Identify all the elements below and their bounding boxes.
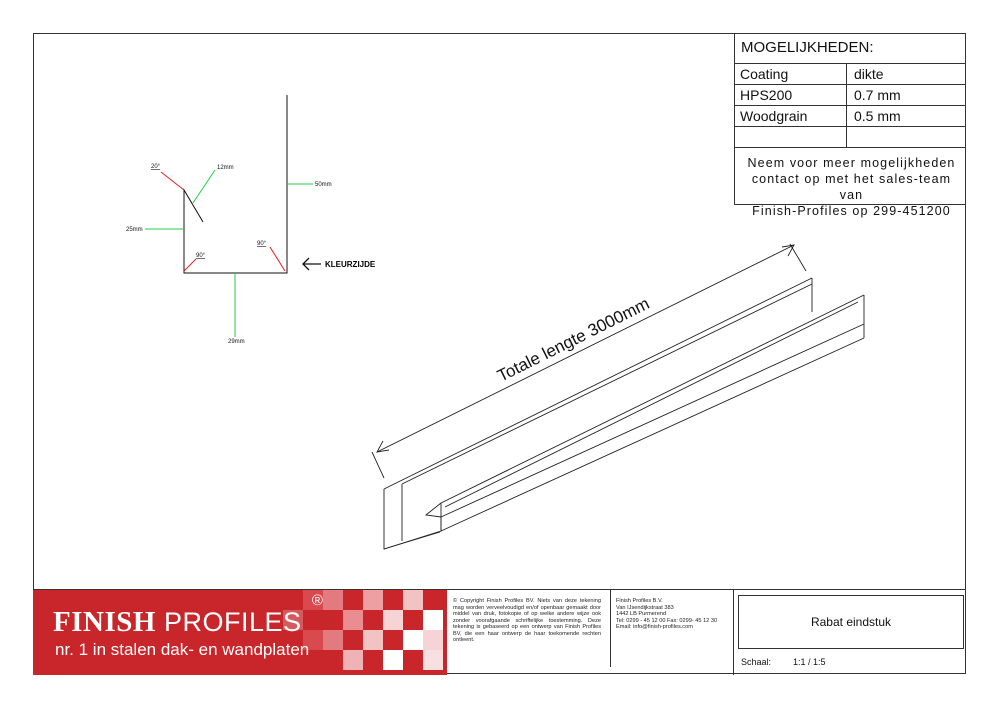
options-cell: dikte — [854, 66, 884, 82]
address-line: Van IJsendijkstraat 383 — [616, 604, 674, 611]
checker-square — [383, 610, 403, 630]
dim-leader-12 — [193, 170, 215, 203]
iso-front-wall-top — [441, 324, 864, 517]
brand-name-bold: FINISH — [53, 606, 156, 638]
drawing-title: Rabat eindstuk — [738, 595, 964, 649]
checker-square — [363, 590, 383, 610]
angle-leader-top — [161, 172, 184, 190]
arrow-left-icon — [303, 258, 321, 270]
profile-outline — [184, 95, 287, 273]
checker-square — [403, 630, 423, 650]
dim-label-25: 25mm — [126, 227, 143, 233]
options-cell: HPS200 — [735, 85, 847, 105]
drawing-scale — [741, 657, 826, 667]
checker-square — [343, 610, 363, 630]
iso-bottom-front — [384, 532, 440, 549]
options-note-line: Neem voor meer mogelijkheden — [747, 156, 956, 170]
checker-square — [423, 610, 443, 630]
options-cell: 0.7 mm — [854, 87, 901, 103]
dimension-leaders — [145, 170, 313, 337]
scale-value: 1:1 / 1:5 — [793, 657, 826, 667]
drawing-title-box — [733, 590, 967, 675]
checker-square — [403, 590, 423, 610]
options-cell: Woodgrain — [735, 106, 847, 126]
iso-lip-end — [426, 503, 441, 517]
angle-label-bl: 90° — [196, 253, 206, 259]
angle-label-br: 90° — [257, 241, 267, 247]
address-line: 1442 LB Purmerend — [616, 611, 667, 617]
color-side-label: KLEURZIJDE — [325, 260, 376, 269]
dim-label-50: 50mm — [315, 182, 332, 188]
registered-mark: ® — [311, 592, 324, 609]
options-cell: 0.5 mm — [854, 108, 901, 124]
iso-lip-inner — [445, 302, 858, 507]
iso-back-top-edge — [384, 278, 812, 489]
checker-square — [423, 630, 443, 650]
checker-square — [383, 650, 403, 670]
profile-cross-section — [184, 95, 287, 273]
title-block — [33, 589, 966, 675]
options-note-line: contact op met het sales-team van — [751, 172, 952, 202]
iso-lip-top — [441, 295, 864, 503]
address-line: Finish Profiles B.V. — [616, 598, 663, 604]
length-label: Totale lengte 3000mm — [494, 293, 653, 386]
options-title: MOGELIJKHEDEN: — [735, 33, 966, 64]
options-cell: Coating — [735, 64, 847, 84]
length-ext-left — [372, 452, 384, 478]
options-note-line: Finish-Profiles op 299-451200 — [752, 204, 951, 218]
brand-tagline: nr. 1 in stalen dak- en wandplaten — [55, 640, 310, 659]
checker-square — [323, 630, 343, 650]
brand-logo-band — [33, 590, 447, 675]
angle-leader-bl — [184, 259, 196, 271]
scale-label: Schaal: — [741, 657, 772, 667]
angle-leader-br — [270, 247, 285, 271]
length-dimension — [372, 244, 806, 478]
dim-label-12: 12mm — [217, 165, 234, 171]
profile-labels — [126, 164, 332, 345]
checker-square — [363, 630, 383, 650]
brand-name-light: PROFILES — [163, 607, 302, 637]
checker-square — [423, 650, 443, 670]
company-address — [610, 590, 740, 667]
checker-square — [323, 590, 343, 610]
angle-markers — [161, 172, 285, 271]
address-line: Email: info@finish-profiles.com — [616, 624, 693, 630]
length-dim-line — [377, 245, 794, 452]
address-line: Tel: 0299 - 45 12 00 Fax: 0299- 45 12 30 — [616, 617, 718, 624]
copyright-notice: © Copyright Finish Profiles BV. Niets van deze tekening mag worden verveelvoudigd en/of openbaar gemaakt door middel van druk, fotokopie of op welke andere wijze ook zonder voorafgaande schriftelijke toestemming. Deze tekening is gebaseerd op een ontwerp van Finish Profiles BV, die een haar ontwerp de haar toekomende rechten ontleent. — [453, 598, 601, 643]
angle-label-top: 20° — [151, 164, 161, 170]
brand-logo — [53, 592, 324, 639]
checker-square — [343, 650, 363, 670]
color-side-indicator — [303, 258, 376, 270]
dim-label-29: 29mm — [228, 339, 245, 345]
